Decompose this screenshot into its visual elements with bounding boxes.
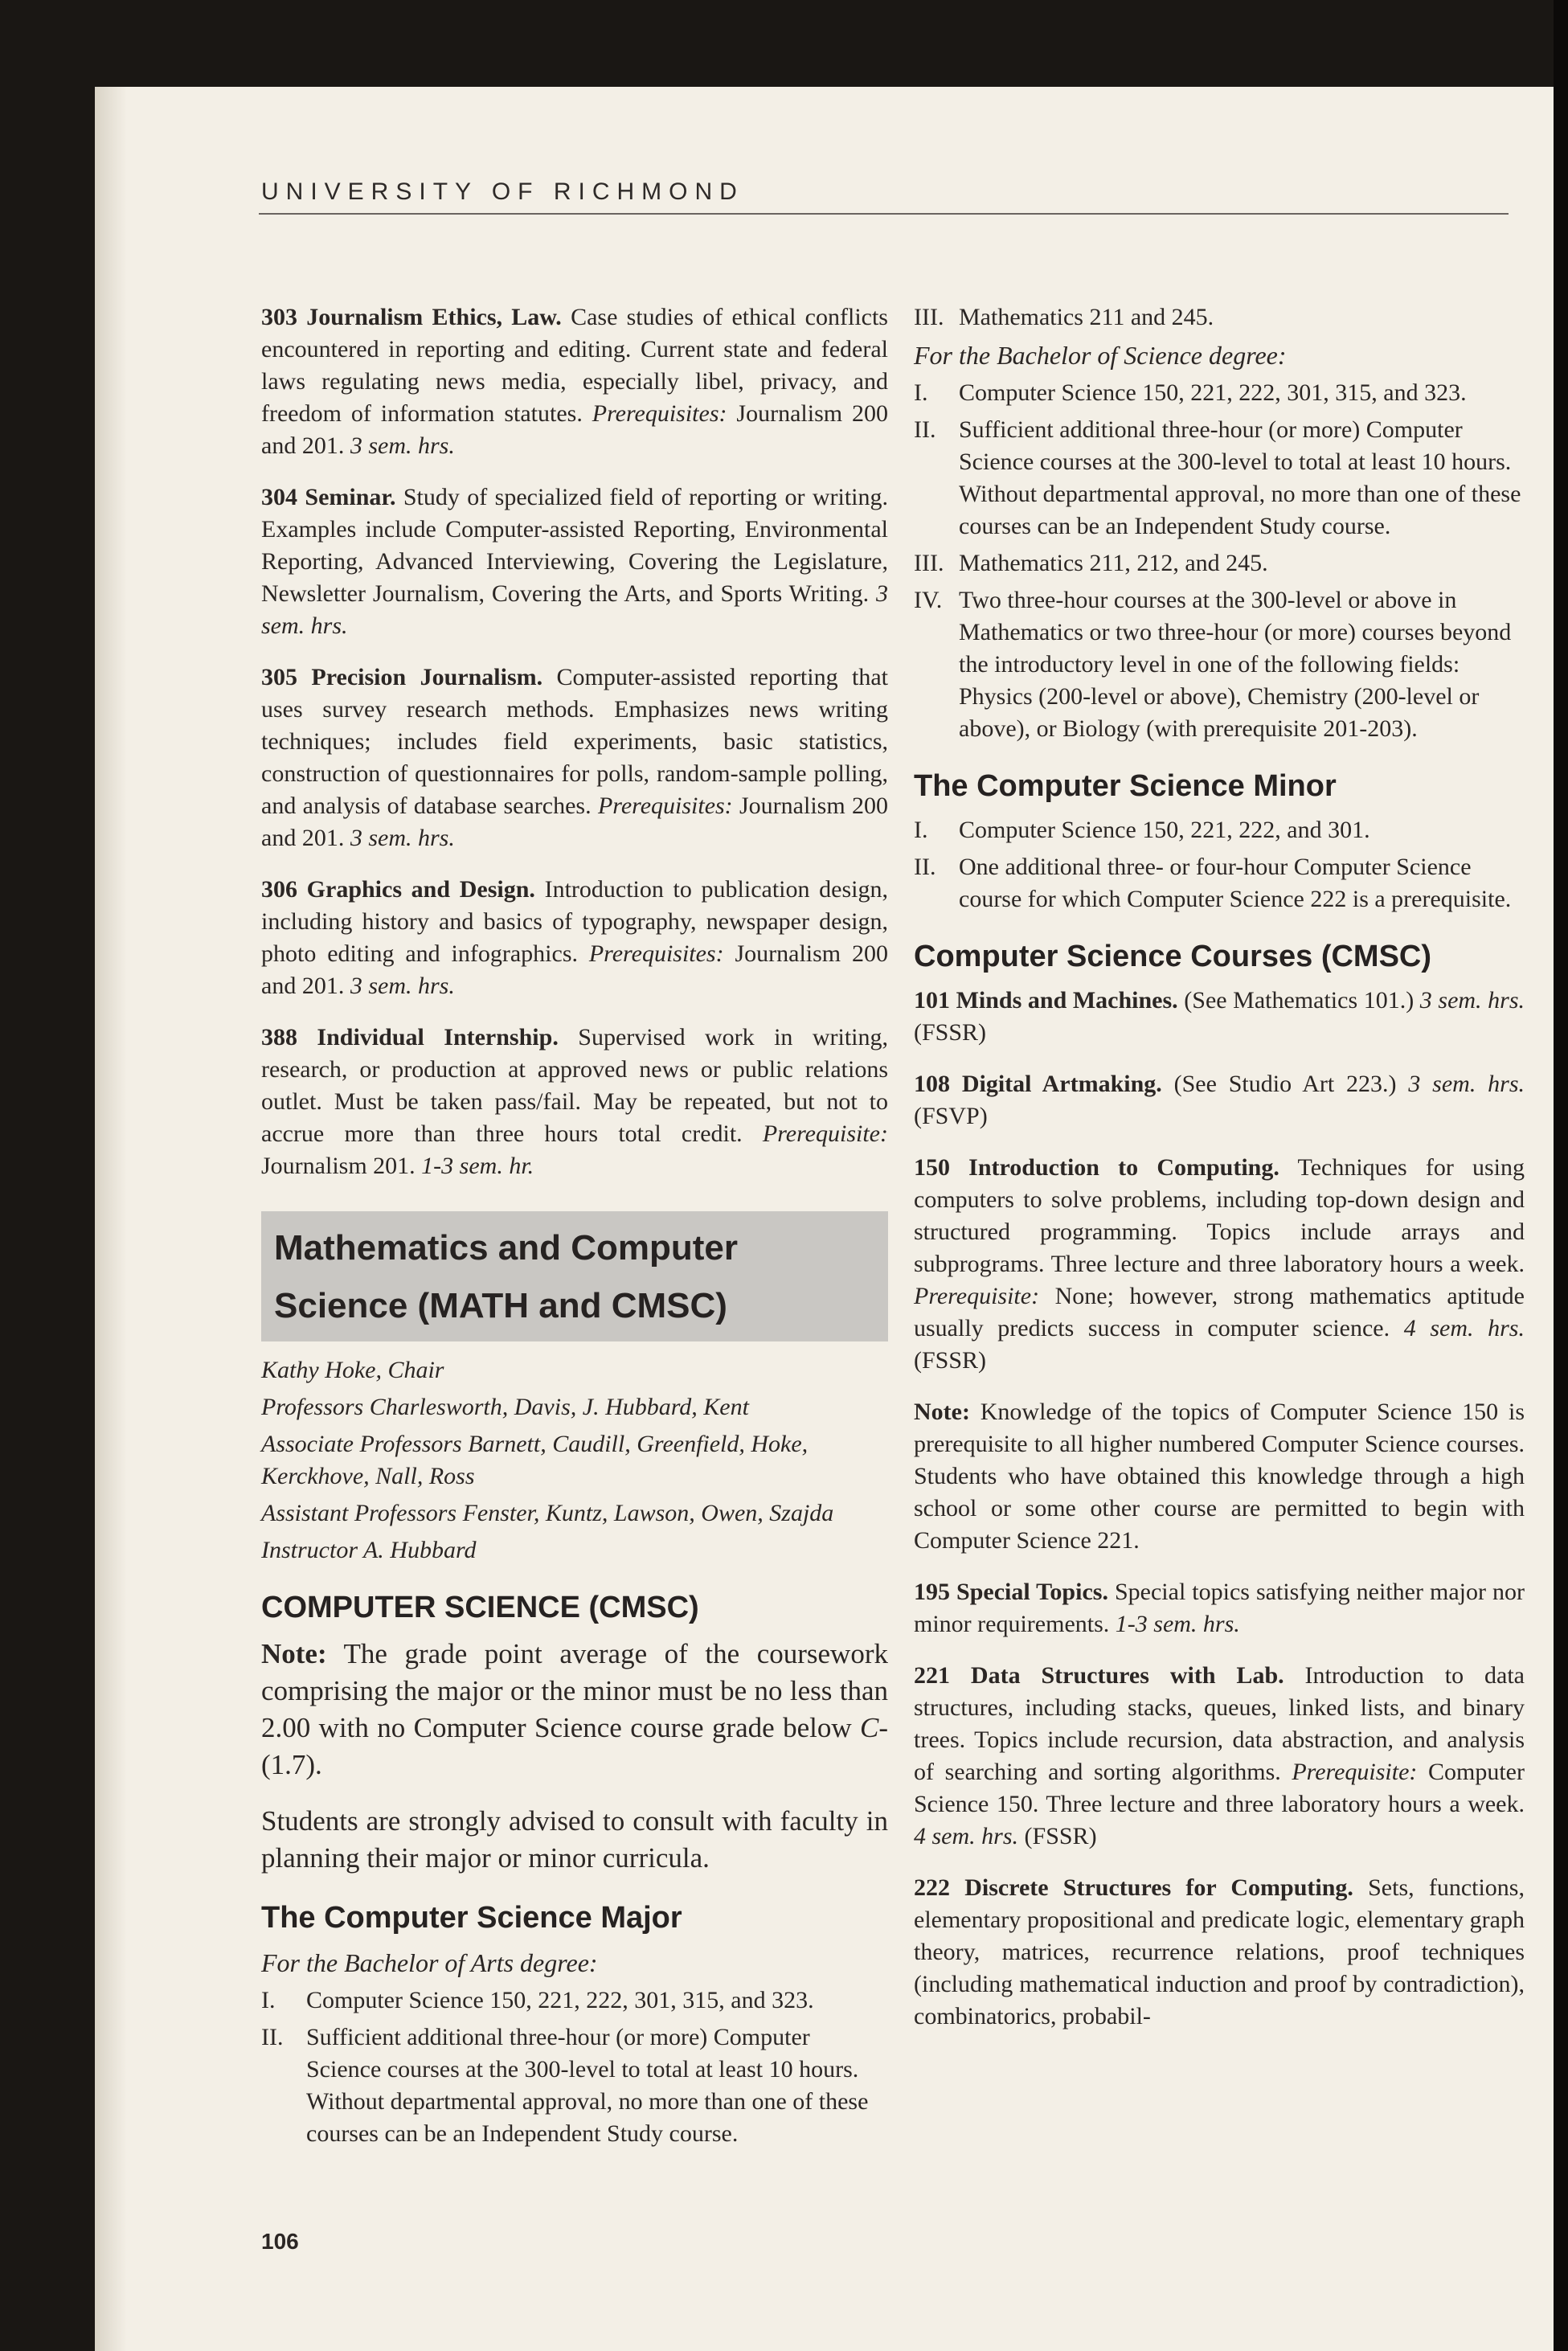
prereq-text: Journalism 200 and 201. xyxy=(261,793,888,851)
course-body: (See Mathematics 101.) xyxy=(1177,987,1420,1014)
list-item xyxy=(914,414,1525,543)
list-number: III. xyxy=(914,550,944,576)
course-hours: 3 sem. hrs. xyxy=(1408,1071,1525,1097)
list-text: Computer Science 150, 221, 222, and 301. xyxy=(959,817,1370,843)
course-title: 306 Graphics and Design. xyxy=(261,876,535,903)
list-text: Mathematics 211, 212, and 245. xyxy=(959,550,1268,576)
course-hours: 1-3 sem. hr. xyxy=(421,1153,534,1179)
page-edge xyxy=(1554,0,1568,2351)
ba-heading: For the Bachelor of Arts degree: xyxy=(261,1948,598,1977)
course-body: Introduction to data structures, including stacks, queues, linked lists, and binary trees. Topics include recursion, data abstraction, and analysis of searching and sorting algorithms. xyxy=(914,1662,1525,1785)
header-rule xyxy=(259,213,1509,215)
course-body: Special topics satisfying neither major nor minor requirements. xyxy=(914,1579,1525,1637)
advice-text: Students are strongly advised to consult with faculty in planning their major or minor curricula. xyxy=(261,1805,888,1874)
list-text: Sufficient additional three-hour (or more) Computer Science courses at the 300-level to total at least 10 hours. Without departmental approval, no more than one of these courses can be an Independent Study course. xyxy=(959,416,1521,539)
courses-heading: Computer Science Courses (CMSC) xyxy=(914,940,1432,973)
course-title: 388 Individual Internship. xyxy=(261,1024,559,1051)
page-number: 106 xyxy=(261,2229,299,2254)
note-150 xyxy=(914,1396,1525,1557)
faculty-associate-professors: Associate Professors Barnett, Caudill, Greenfield, Hoke, Kerckhove, Nall, Ross xyxy=(261,1431,809,1489)
left-column xyxy=(261,301,888,2155)
course-title: 150 Introduction to Computing. xyxy=(914,1154,1279,1181)
gpa-note xyxy=(261,1636,888,1784)
prereq-label: Prerequisite: xyxy=(1292,1759,1418,1785)
course-108 xyxy=(914,1068,1525,1132)
faculty-instructor: Instructor A. Hubbard xyxy=(261,1537,477,1563)
page-gutter xyxy=(95,87,127,2351)
course-tail: (FSSR) xyxy=(914,1019,987,1046)
faculty-professors: Professors Charlesworth, Davis, J. Hubbard, Kent xyxy=(261,1394,749,1420)
course-title: 221 Data Structures with Lab. xyxy=(914,1662,1284,1689)
list-number: II. xyxy=(914,854,936,880)
course-body: (See Studio Art 223.) xyxy=(1161,1071,1409,1097)
faculty-chair: Kathy Hoke, Chair xyxy=(261,1357,444,1383)
note-text: The grade point average of the coursework comprising the major or the minor must be no less than 2.00 with no Computer Science course grade below xyxy=(261,1638,888,1743)
course-body: Study of specialized field of reporting or writing. Examples include Computer-assisted Reporting, Environmental Reporting, Advanced Interviewing, Covering the Legislature, Newsletter Journalism, Covering the Arts, and Sports Writing. xyxy=(261,484,888,607)
prereq-label: Prerequisites: xyxy=(588,940,724,967)
list-item xyxy=(914,377,1525,409)
note-grade: C- xyxy=(860,1712,888,1743)
course-tail: (FSSR) xyxy=(1018,1823,1097,1849)
course-hours: 3 sem. hrs. xyxy=(350,973,455,999)
list-item xyxy=(914,851,1525,915)
course-hours: 1-3 sem. hrs. xyxy=(1115,1611,1240,1637)
course-title: 303 Journalism Ethics, Law. xyxy=(261,304,562,330)
list-number: II. xyxy=(261,2024,284,2050)
course-hours: 4 sem. hrs. xyxy=(1403,1315,1525,1341)
prereq-text: Journalism 200 and 201. xyxy=(261,400,888,459)
course-title: 101 Minds and Machines. xyxy=(914,987,1178,1014)
list-number: III. xyxy=(914,304,944,330)
course-304 xyxy=(261,481,888,642)
list-number: II. xyxy=(914,416,936,443)
list-number: I. xyxy=(914,379,928,406)
prereq-text: Computer Science 150. Three lecture and three laboratory hours a week. xyxy=(914,1759,1525,1817)
prereq-label: Prerequisites: xyxy=(597,793,733,819)
course-306 xyxy=(261,874,888,1002)
course-303 xyxy=(261,301,888,462)
list-number: IV. xyxy=(914,587,943,613)
prereq-text: Journalism 201. xyxy=(261,1153,422,1179)
note-label: Note: xyxy=(914,1399,970,1425)
course-body: Case studies of ethical conflicts encountered in reporting and editing. Current state and federal laws regulating news media, especially libel, privacy, and freedom of information statutes. xyxy=(261,304,888,427)
note-grade-tail: (1.7). xyxy=(261,1749,322,1780)
prereq-text: None; however, strong mathematics aptitude usually predicts success in computer science. xyxy=(914,1283,1525,1341)
prereq-text: Journalism 200 and 201. xyxy=(261,940,888,999)
list-text: One additional three- or four-hour Computer Science course for which Computer Science 222 is a prerequisite. xyxy=(959,854,1512,912)
list-number: I. xyxy=(261,1987,276,2013)
prereq-label: Prerequisite: xyxy=(762,1120,888,1147)
course-hours: 3 sem. hrs. xyxy=(1419,987,1525,1014)
course-221 xyxy=(914,1660,1525,1853)
prereq-label: Prerequisites: xyxy=(592,400,727,427)
list-text: Computer Science 150, 221, 222, 301, 315, and 323. xyxy=(306,1987,814,2013)
course-hours: 3 sem. hrs. xyxy=(350,432,455,459)
list-item xyxy=(914,547,1525,580)
course-hours: 3 sem. hrs. xyxy=(261,580,888,639)
cs-heading: COMPUTER SCIENCE (CMSC) xyxy=(261,1591,699,1624)
course-305 xyxy=(261,661,888,854)
list-text: Two three-hour courses at the 300-level or above in Mathematics or two three-hour (or more) courses beyond the introductory level in one of the following fields: Physics (200-level or above), Chemistry (200-level or above), or Biology (with prerequisite 201-203). xyxy=(959,587,1512,742)
list-item xyxy=(261,2021,888,2150)
list-number: I. xyxy=(914,817,928,843)
list-text: Computer Science 150, 221, 222, 301, 315, and 323. xyxy=(959,379,1467,406)
course-222 xyxy=(914,1872,1525,2033)
list-item xyxy=(261,1984,888,2017)
list-item xyxy=(914,301,1525,334)
course-title: 108 Digital Artmaking. xyxy=(914,1071,1162,1097)
note-label: Note: xyxy=(261,1638,327,1669)
note-text: Knowledge of the topics of Computer Science 150 is prerequisite to all higher numbered Computer Science courses. Students who have obtained this knowledge through a high school or some other course are permitted to begin with Computer Science 221. xyxy=(914,1399,1525,1554)
list-item xyxy=(914,814,1525,846)
section-title: Mathematics and Computer Science (MATH and CMSC) xyxy=(274,1228,738,1325)
course-hours: 3 sem. hrs. xyxy=(350,825,455,851)
course-body: Introduction to publication design, including history and basics of typography, newspaper design, photo editing and infographics. xyxy=(261,876,889,967)
course-title: 195 Special Topics. xyxy=(914,1579,1108,1605)
right-column xyxy=(914,301,1525,2052)
course-195 xyxy=(914,1576,1525,1640)
course-title: 304 Seminar. xyxy=(261,484,396,510)
course-hours: 4 sem. hrs. xyxy=(914,1823,1019,1849)
course-tail: (FSSR) xyxy=(914,1347,987,1374)
course-tail: (FSVP) xyxy=(914,1103,988,1129)
course-title: 305 Precision Journalism. xyxy=(261,664,543,690)
list-text: Mathematics 211 and 245. xyxy=(959,304,1214,330)
bs-heading: For the Bachelor of Science degree: xyxy=(914,341,1287,370)
faculty-assistant-professors: Assistant Professors Fenster, Kuntz, Lawson, Owen, Szajda xyxy=(261,1500,834,1526)
section-title-box xyxy=(261,1211,888,1341)
course-388 xyxy=(261,1022,888,1182)
course-body: Computer-assisted reporting that uses survey research methods. Emphasizes news writing techniques; includes field experiments, basic statistics, construction of questionnaires for polls, random-sample polling, and analysis of database searches. xyxy=(261,664,888,819)
list-text: Sufficient additional three-hour (or more) Computer Science courses at the 300-level to total at least 10 hours. Without departmental approval, no more than one of these courses can be an Independent Study course. xyxy=(306,2024,869,2147)
course-101 xyxy=(914,985,1525,1049)
course-title: 222 Discrete Structures for Computing. xyxy=(914,1874,1353,1901)
course-body: Sets, functions, elementary propositional and predicate logic, elementary graph theory, matrices, recurrence relations, proof techniques (including mathematical induction and proof by contradiction), combinatorics, probabil- xyxy=(914,1874,1525,2029)
list-item xyxy=(914,584,1525,745)
running-header: UNIVERSITY OF RICHMOND xyxy=(261,178,744,205)
prereq-label: Prerequisite: xyxy=(914,1283,1040,1309)
minor-heading: The Computer Science Minor xyxy=(914,769,1337,803)
course-150 xyxy=(914,1152,1525,1377)
major-heading: The Computer Science Major xyxy=(261,1901,682,1935)
course-body: Supervised work in writing, research, or production at approved news or public relations outlet. Must be taken pass/fail. May be repeated, but not to accrue more than three hours total credit. xyxy=(261,1024,889,1147)
faculty-list xyxy=(261,1354,888,1567)
course-body: Techniques for using computers to solve problems, including top-down design and structured programming. Topics include arrays and subprograms. Three lecture and three laboratory hours a week. xyxy=(914,1154,1525,1277)
